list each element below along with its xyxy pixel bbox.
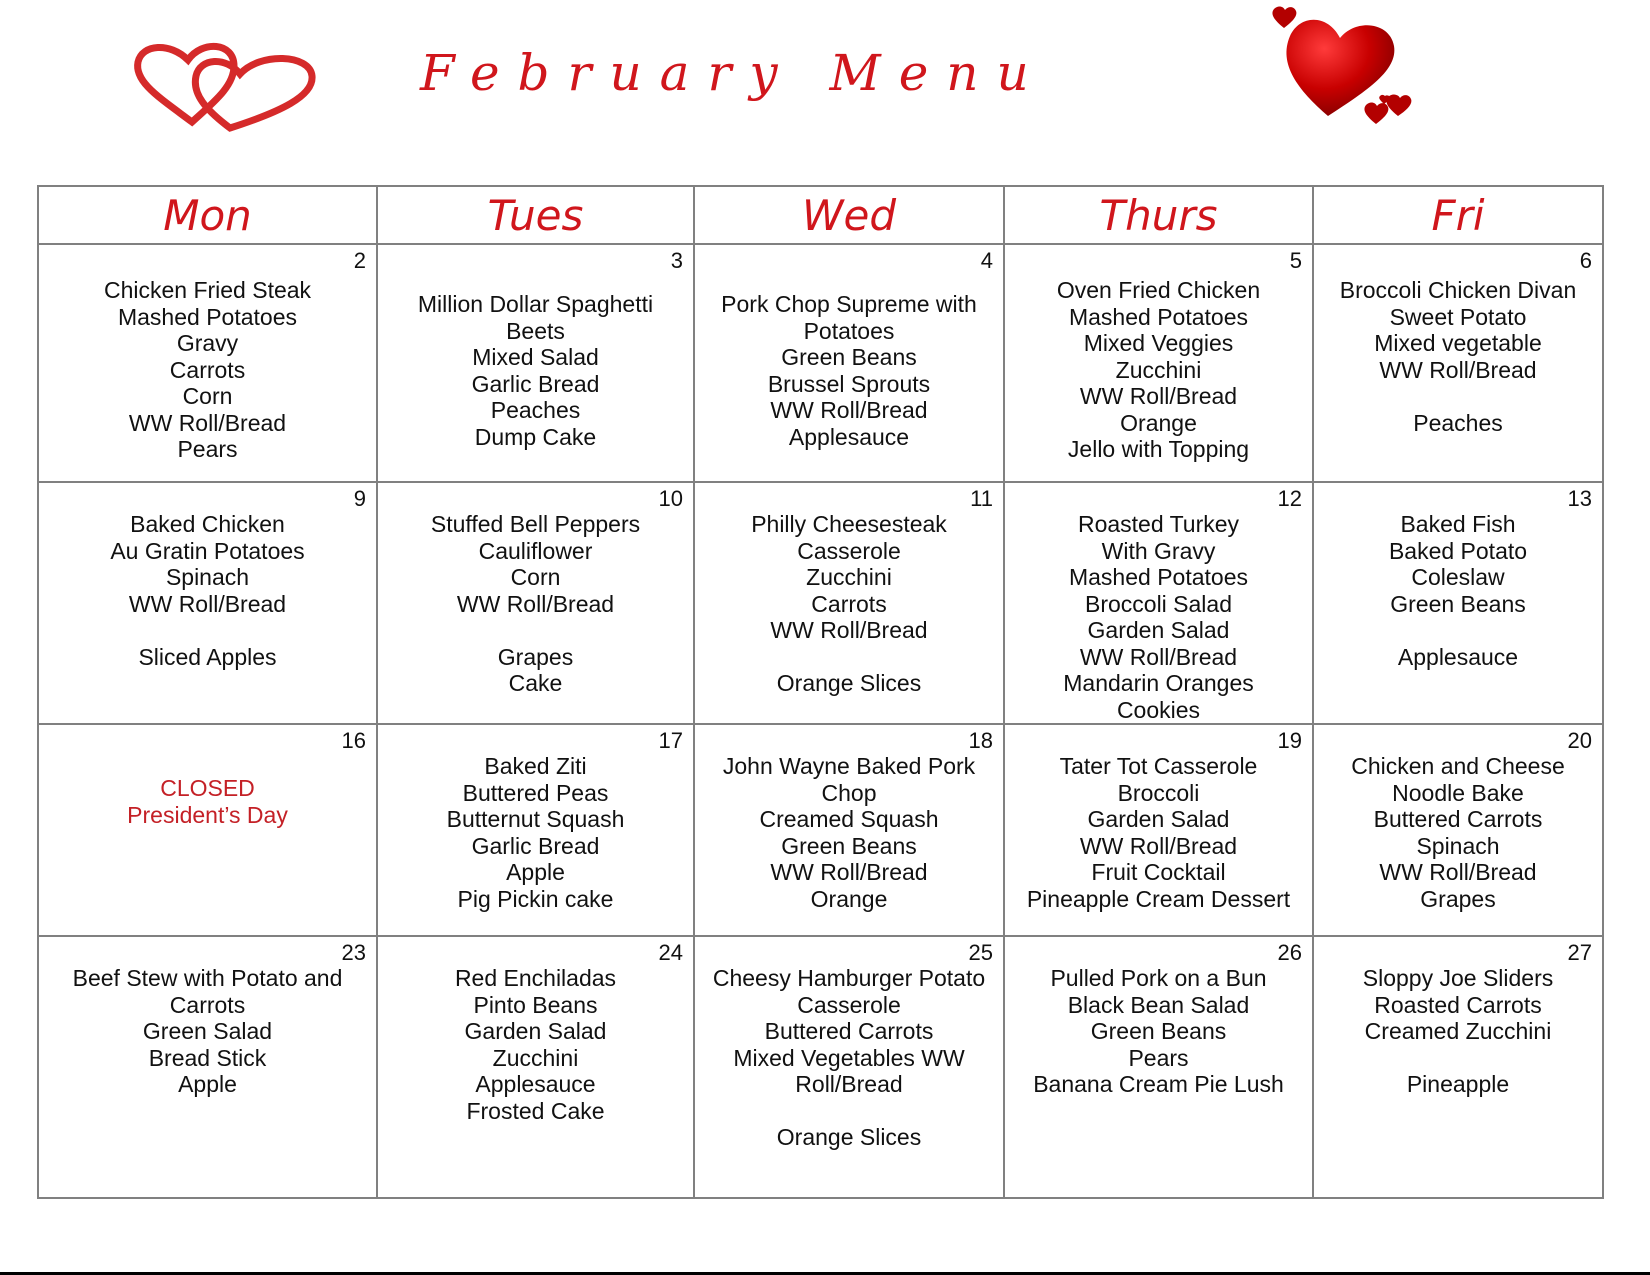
menu-item: Broccoli Salad: [1084, 590, 1233, 617]
menu-item: Zucchini: [1115, 356, 1202, 383]
menu-items: [39, 965, 376, 1098]
menu-item: Pineapple: [1406, 1071, 1510, 1097]
date-number: 27: [1567, 940, 1592, 965]
menu-item: Green Beans: [1390, 590, 1526, 617]
menu-items: [378, 291, 693, 450]
menu-item: Cookies: [1116, 696, 1201, 723]
menu-item: Jello with Topping: [1067, 436, 1250, 462]
day-cell-content: [695, 937, 1003, 1151]
menu-item: Carrots: [169, 356, 246, 383]
menu-items: [378, 753, 693, 912]
menu-item: WW Roll/Bread: [1079, 832, 1238, 859]
date-number: 16: [341, 728, 366, 753]
page-title: February Menu: [420, 44, 1047, 102]
menu-item: [695, 1098, 1003, 1125]
day-cell-content: [1005, 937, 1312, 1098]
day-header-thurs: Thurs: [1004, 186, 1313, 244]
menu-items: [1314, 277, 1602, 436]
menu-item: Green Beans: [1090, 1018, 1227, 1044]
menu-item: WW Roll/Bread: [1079, 643, 1238, 670]
day-cell: [38, 936, 377, 1198]
day-cell: [1004, 244, 1313, 482]
day-cell: [377, 244, 694, 482]
menu-item: Pears: [1128, 1044, 1189, 1071]
day-cell-content: [695, 245, 1003, 450]
menu-items: [1314, 753, 1602, 912]
week-row: [38, 244, 1603, 482]
menu-item: Orange Slices: [776, 1124, 922, 1150]
menu-item: Mashed Potatoes: [1068, 564, 1248, 590]
day-header-wed: Wed: [694, 186, 1004, 244]
menu-items: [378, 511, 693, 697]
menu-item: Zucchini: [492, 1044, 579, 1071]
menu-item: Banana Cream Pie Lush: [1033, 1071, 1284, 1097]
date-number: 6: [1579, 248, 1592, 273]
menu-item: Corn: [510, 564, 561, 590]
menu-item: Casserole: [797, 537, 901, 564]
day-cell: [377, 724, 694, 936]
day-cell: [1004, 936, 1313, 1198]
menu-item: Apple: [506, 859, 565, 885]
menu-item: Coleslaw: [1411, 564, 1505, 590]
menu-item: WW Roll/Bread: [770, 859, 928, 885]
menu-item: Pig Pickin cake: [457, 885, 614, 912]
day-cell-content: [378, 483, 693, 697]
menu-item: Garden Salad: [1087, 806, 1230, 832]
menu-item: [39, 617, 376, 644]
day-cell-content: [39, 937, 376, 1098]
date-number: 24: [658, 940, 683, 965]
menu-item: Creamed Squash: [759, 806, 939, 832]
menu-item: Mixed Veggies: [1083, 330, 1234, 356]
menu-item: Spinach: [1416, 832, 1500, 859]
menu-items: [695, 965, 1003, 1151]
menu-items: [378, 965, 693, 1124]
menu-item: WW Roll/Bread: [1379, 356, 1537, 383]
day-cell: [1313, 482, 1603, 724]
menu-item: Mandarin Oranges: [1063, 670, 1254, 696]
menu-item: Tater Tot Casserole: [1059, 753, 1258, 779]
day-cell-content: [378, 245, 693, 450]
menu-item: Pineapple Cream Dessert: [1026, 885, 1291, 912]
closed-notice: [39, 775, 376, 828]
menu-items: [695, 753, 1003, 912]
menu-items: [1005, 277, 1312, 463]
menu-item: President’s Day: [127, 801, 288, 828]
menu-item: [695, 644, 1003, 671]
day-cell: [1313, 244, 1603, 482]
date-number: 19: [1277, 728, 1302, 753]
menu-item: Potatoes: [803, 317, 895, 344]
menu-items: [1005, 511, 1312, 723]
date-number: 23: [341, 940, 366, 965]
menu-item: Oven Fried Chicken: [1056, 277, 1261, 303]
menu-item: Pork Chop Supreme with: [721, 291, 977, 317]
menu-item: Green Salad: [142, 1018, 273, 1044]
day-cell-content: [695, 725, 1003, 912]
menu-item: Noodle Bake: [1392, 779, 1524, 806]
menu-item: Carrots: [811, 590, 887, 617]
day-cell-content: [1005, 483, 1312, 723]
menu-item: Grapes: [497, 643, 574, 670]
day-cell-content: [1314, 937, 1602, 1098]
day-cell: [694, 936, 1004, 1198]
day-cell-content: [695, 483, 1003, 697]
menu-item: Chop: [821, 779, 877, 806]
menu-calendar: [37, 185, 1604, 1199]
day-cell: [1313, 724, 1603, 936]
menu-item: WW Roll/Bread: [770, 617, 928, 643]
week-row: [38, 724, 1603, 936]
menu-item: Casserole: [797, 991, 901, 1018]
menu-item: Bread Stick: [148, 1044, 267, 1071]
menu-item: Creamed Zucchini: [1364, 1018, 1552, 1044]
day-cell: [694, 482, 1004, 724]
menu-item: John Wayne Baked Pork: [722, 753, 976, 779]
menu-item: Red Enchiladas: [454, 965, 617, 991]
menu-item: Baked Chicken: [130, 511, 285, 537]
day-cell: [694, 244, 1004, 482]
menu-item: [1314, 617, 1602, 644]
menu-item: Applesauce: [475, 1071, 596, 1097]
menu-item: Broccoli Chicken Divan: [1339, 277, 1577, 303]
date-number: 13: [1567, 486, 1592, 511]
menu-item: Baked Ziti: [484, 753, 587, 779]
date-number: 3: [670, 248, 683, 273]
week-row: [38, 936, 1603, 1198]
menu-item: Brussel Sprouts: [767, 370, 931, 397]
day-cell-content: [1314, 245, 1602, 436]
menu-item: [1314, 1045, 1602, 1072]
menu-item: Million Dollar Spaghetti: [417, 291, 654, 317]
date-number: 25: [968, 940, 993, 965]
menu-item: Sloppy Joe Sliders: [1362, 965, 1554, 991]
menu-item: [378, 617, 693, 644]
menu-item: Sliced Apples: [138, 643, 277, 670]
menu-item: Pulled Pork on a Bun: [1050, 965, 1267, 991]
menu-item: WW Roll/Bread: [456, 590, 615, 617]
day-cell-content: [1005, 725, 1312, 912]
menu-item: Gravy: [176, 330, 239, 356]
menu-item: Pinto Beans: [473, 991, 598, 1018]
day-cell: [1313, 936, 1603, 1198]
day-cell-content: [1005, 245, 1312, 463]
day-cell-content: [1314, 483, 1602, 670]
menu-item: Mixed Vegetables WW: [733, 1044, 965, 1071]
day-cell-content: [378, 725, 693, 912]
menu-item: Roasted Turkey: [1077, 511, 1240, 537]
menu-item: Green Beans: [781, 832, 917, 859]
menu-items: [695, 511, 1003, 697]
menu-item: Sweet Potato: [1389, 303, 1527, 330]
menu-item: Chicken Fried Steak: [103, 277, 312, 303]
date-number: 18: [968, 728, 993, 753]
menu-item: Orange: [810, 885, 888, 912]
menu-item: Pears: [177, 436, 238, 462]
menu-item: Cheesy Hamburger Potato: [712, 965, 986, 991]
menu-item: Mashed Potatoes: [117, 303, 297, 330]
menu-item: [1314, 383, 1602, 410]
menu-items: [1005, 965, 1312, 1098]
menu-items: [1005, 753, 1312, 912]
menu-item: Fruit Cocktail: [1091, 859, 1226, 885]
menu-item: Dump Cake: [474, 423, 597, 450]
date-number: 5: [1289, 248, 1302, 273]
menu-item: WW Roll/Bread: [1379, 859, 1537, 885]
menu-item: Beef Stew with Potato and: [72, 965, 343, 991]
date-number: 26: [1277, 940, 1302, 965]
menu-items: [39, 277, 376, 463]
day-cell-content: [39, 245, 376, 463]
menu-item: Orange Slices: [776, 670, 922, 696]
menu-item: Butternut Squash: [446, 806, 625, 832]
menu-item: CLOSED: [160, 775, 255, 801]
menu-item: WW Roll/Bread: [770, 397, 928, 423]
menu-item: Carrots: [169, 991, 246, 1018]
day-cell: [1004, 482, 1313, 724]
menu-item: Broccoli: [1117, 779, 1200, 806]
menu-item: Applesauce: [788, 423, 910, 450]
day-cell: [38, 244, 377, 482]
day-cell-content: [378, 937, 693, 1124]
date-number: 20: [1567, 728, 1592, 753]
menu-item: Stuffed Bell Peppers: [430, 511, 641, 537]
day-cell: [1004, 724, 1313, 936]
menu-item: Garden Salad: [1087, 617, 1230, 643]
menu-item: Grapes: [1420, 885, 1496, 912]
menu-item: Buttered Peas: [462, 779, 609, 806]
menu-item: Au Gratin Potatoes: [110, 537, 305, 564]
menu-item: Frosted Cake: [466, 1097, 605, 1124]
date-number: 12: [1277, 486, 1302, 511]
menu-item: Zucchini: [806, 564, 892, 590]
menu-item: Cauliflower: [478, 537, 593, 564]
menu-item: Orange: [1120, 409, 1197, 436]
menu-item: Apple: [178, 1071, 237, 1097]
date-number: 17: [658, 728, 683, 753]
menu-items: [1314, 965, 1602, 1098]
day-cell-content: [39, 483, 376, 670]
day-header-fri: Fri: [1313, 186, 1603, 244]
menu-item: Corn: [182, 383, 233, 409]
menu-items: [1314, 511, 1602, 670]
menu-item: Cake: [508, 670, 563, 696]
menu-item: Peaches: [490, 397, 581, 423]
double-heart-outline-icon: [130, 36, 330, 132]
menu-item: Philly Cheesesteak: [751, 511, 947, 537]
day-header-row: [38, 186, 1603, 244]
menu-item: Chicken and Cheese: [1351, 753, 1565, 779]
menu-items: [39, 511, 376, 670]
date-number: 2: [353, 248, 366, 273]
menu-item: Roll/Bread: [795, 1071, 903, 1097]
day-header-mon: Mon: [38, 186, 377, 244]
week-row: [38, 482, 1603, 724]
day-cell: [377, 936, 694, 1198]
menu-item: Roasted Carrots: [1374, 991, 1542, 1018]
day-cell: [377, 482, 694, 724]
date-number: 10: [658, 486, 683, 511]
menu-item: Black Bean Salad: [1067, 991, 1250, 1018]
menu-item: Applesauce: [1397, 643, 1519, 670]
date-number: 9: [353, 486, 366, 511]
day-cell: [38, 482, 377, 724]
red-hearts-cluster-icon: [1268, 4, 1428, 132]
menu-item: Green Beans: [781, 344, 917, 370]
menu-item: Peaches: [1413, 409, 1503, 436]
menu-item: Buttered Carrots: [1373, 806, 1543, 832]
day-cell-content: [39, 725, 376, 828]
menu-item: WW Roll/Bread: [128, 409, 287, 436]
menu-item: Mixed Salad: [472, 344, 599, 370]
date-number: 4: [980, 248, 993, 273]
menu-item: Mixed vegetable: [1374, 330, 1542, 356]
menu-item: Garlic Bread: [471, 370, 600, 397]
menu-item: Garlic Bread: [471, 832, 600, 859]
day-cell: [38, 724, 377, 936]
menu-items: [695, 291, 1003, 450]
menu-item: Baked Fish: [1400, 511, 1516, 537]
day-header-tues: Tues: [377, 186, 694, 244]
menu-item: Baked Potato: [1388, 537, 1528, 564]
menu-item: WW Roll/Bread: [1079, 383, 1238, 409]
date-number: 11: [970, 486, 993, 511]
menu-item: Garden Salad: [464, 1018, 607, 1044]
day-cell-content: [1314, 725, 1602, 912]
menu-item: WW Roll/Bread: [128, 590, 287, 617]
menu-item: Spinach: [165, 564, 250, 590]
day-cell: [694, 724, 1004, 936]
menu-item: Mashed Potatoes: [1068, 303, 1248, 330]
menu-item: Beets: [506, 317, 565, 344]
menu-item: With Gravy: [1101, 537, 1216, 564]
menu-item: Buttered Carrots: [764, 1018, 934, 1044]
